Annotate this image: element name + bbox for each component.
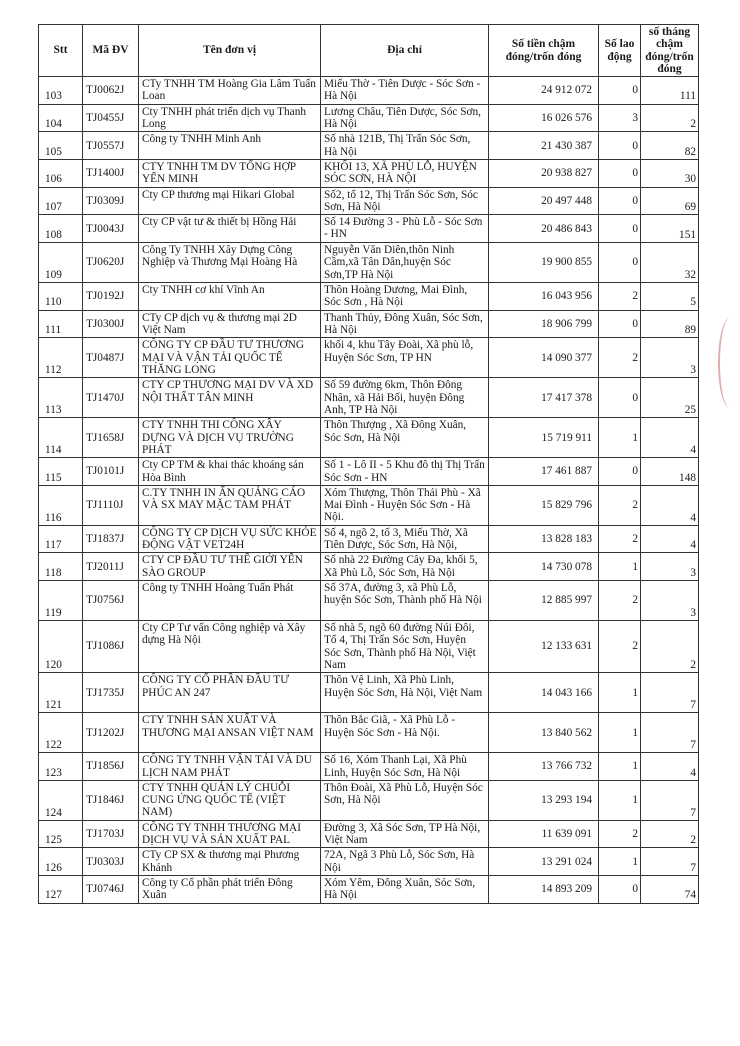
table-row <box>39 310 699 338</box>
row-ma-dv: TJ1837J <box>83 525 139 553</box>
row-so-tien: 13 293 194 <box>489 780 599 820</box>
table-row <box>39 780 699 820</box>
row-so-tien: 15 829 796 <box>489 485 599 525</box>
row-so-thang: 3 <box>641 581 699 621</box>
row-stt: 126 <box>39 848 83 876</box>
row-so-tien: 17 417 378 <box>489 378 599 418</box>
row-stt: 122 <box>39 713 83 753</box>
row-so-tien: 12 885 997 <box>489 581 599 621</box>
row-ma-dv: TJ1658J <box>83 418 139 458</box>
row-ten-don-vi: CÔNG TY CP DỊCH VỤ SỨC KHỎE ĐỘNG VẬT VET24H <box>139 525 321 553</box>
header-ma-dv: Mã ĐV <box>83 25 139 77</box>
row-so-lao-dong: 0 <box>599 159 641 187</box>
row-so-lao-dong: 2 <box>599 820 641 848</box>
row-dia-chi: Số 16, Xóm Thanh Lại, Xã Phù Linh, Huyện Sóc Sơn, Hà Nội <box>321 753 489 781</box>
row-stt: 108 <box>39 215 83 243</box>
header-stt: Stt <box>39 25 83 77</box>
row-so-tien: 13 840 562 <box>489 713 599 753</box>
row-dia-chi: Thôn Thượng , Xã Đông Xuân, Sóc Sơn, Hà Nội <box>321 418 489 458</box>
row-stt: 103 <box>39 77 83 105</box>
row-ma-dv: TJ1856J <box>83 753 139 781</box>
row-dia-chi: Thanh Thủy, Đông Xuân, Sóc Sơn, Hà Nội <box>321 310 489 338</box>
row-stt: 104 <box>39 104 83 132</box>
row-stt: 127 <box>39 875 83 903</box>
row-dia-chi: Xóm Yêm, Đông Xuân, Sóc Sơn, Hà Nội <box>321 875 489 903</box>
table-row <box>39 132 699 160</box>
row-stt: 106 <box>39 159 83 187</box>
row-so-thang: 111 <box>641 77 699 105</box>
row-so-tien: 14 893 209 <box>489 875 599 903</box>
row-ten-don-vi: CTY TNHH SẢN XUẤT VÀ THƯƠNG MẠI ANSAN VIỆT NAM <box>139 713 321 753</box>
row-dia-chi: Số 37A, đường 3, xã Phù Lỗ, huyện Sóc Sơn, Thành phố Hà Nội <box>321 581 489 621</box>
header-dia-chi: Địa chỉ <box>321 25 489 77</box>
row-dia-chi: KHỐI 13, XÃ PHÙ LỖ, HUYỆN SÓC SƠN, HÀ NỘI <box>321 159 489 187</box>
row-ten-don-vi: CTY CP THƯƠNG MẠI DV VÀ XD NỘI THẤT TÂN MINH <box>139 378 321 418</box>
row-so-lao-dong: 1 <box>599 753 641 781</box>
row-ten-don-vi: Cty TNHH cơ khí Vĩnh An <box>139 283 321 311</box>
table-row <box>39 753 699 781</box>
row-stt: 118 <box>39 553 83 581</box>
row-so-lao-dong: 0 <box>599 378 641 418</box>
debt-table <box>38 24 699 904</box>
row-so-lao-dong: 1 <box>599 780 641 820</box>
table-row <box>39 458 699 486</box>
row-so-lao-dong: 0 <box>599 875 641 903</box>
row-ma-dv: TJ2011J <box>83 553 139 581</box>
row-so-tien: 13 291 024 <box>489 848 599 876</box>
row-dia-chi: Số 59 đường 6km, Thôn Đông Nhân, xã Hải Bối, huyện Đông Anh, TP Hà Nội <box>321 378 489 418</box>
row-ten-don-vi: Công ty TNHH Minh Anh <box>139 132 321 160</box>
table-row <box>39 378 699 418</box>
row-ten-don-vi: CTY TNHH QUẢN LÝ CHUỖI CUNG ỨNG QUỐC TẾ (VIỆT NAM) <box>139 780 321 820</box>
row-so-thang: 148 <box>641 458 699 486</box>
row-ma-dv: TJ1703J <box>83 820 139 848</box>
row-ten-don-vi: CTY TNHH TM DV TỔNG HỢP YẾN MINH <box>139 159 321 187</box>
row-ten-don-vi: CTY CP ĐẦU TƯ THẾ GIỚI YẾN SÀO GROUP <box>139 553 321 581</box>
row-so-lao-dong: 1 <box>599 553 641 581</box>
row-so-thang: 2 <box>641 820 699 848</box>
table-row <box>39 159 699 187</box>
row-so-thang: 25 <box>641 378 699 418</box>
row-ma-dv: TJ0101J <box>83 458 139 486</box>
row-so-lao-dong: 1 <box>599 673 641 713</box>
row-ten-don-vi: CTy CP SX & thương mại Phương Khánh <box>139 848 321 876</box>
row-dia-chi: Lương Châu, Tiên Dược, Sóc Sơn, Hà Nội <box>321 104 489 132</box>
row-so-lao-dong: 0 <box>599 310 641 338</box>
row-so-lao-dong: 2 <box>599 338 641 378</box>
table-row <box>39 215 699 243</box>
row-ten-don-vi: CÔNG TY TNHH THƯƠNG MẠI DỊCH VỤ VÀ SẢN XUẤT PAL <box>139 820 321 848</box>
row-ma-dv: TJ1735J <box>83 673 139 713</box>
row-ma-dv: TJ0455J <box>83 104 139 132</box>
row-so-thang: 89 <box>641 310 699 338</box>
row-ma-dv: TJ0557J <box>83 132 139 160</box>
row-so-thang: 4 <box>641 525 699 553</box>
row-so-thang: 3 <box>641 553 699 581</box>
row-dia-chi: Số nhà 22 Đường Cây Đa, khối 5, Xã Phù Lỗ, Sóc Sơn, Hà Nội <box>321 553 489 581</box>
row-so-lao-dong: 3 <box>599 104 641 132</box>
row-so-lao-dong: 0 <box>599 458 641 486</box>
row-ten-don-vi: Cty CP TM & khai thác khoáng sản Hòa Bình <box>139 458 321 486</box>
row-dia-chi: khối 4, khu Tây Đoài, Xã phù lỗ, Huyện Sóc Sơn, TP HN <box>321 338 489 378</box>
row-so-lao-dong: 1 <box>599 713 641 753</box>
row-ten-don-vi: CTY TNHH THI CÔNG XÂY DỰNG VÀ DỊCH VỤ TRƯỜNG PHÁT <box>139 418 321 458</box>
row-dia-chi: Đường 3, Xã Sóc Sơn, TP Hà Nội, Việt Nam <box>321 820 489 848</box>
row-stt: 105 <box>39 132 83 160</box>
row-so-thang: 2 <box>641 621 699 673</box>
row-so-thang: 69 <box>641 187 699 215</box>
row-dia-chi: 72A, Ngã 3 Phù Lỗ, Sóc Sơn, Hà Nội <box>321 848 489 876</box>
table-row <box>39 848 699 876</box>
table-row <box>39 283 699 311</box>
row-stt: 124 <box>39 780 83 820</box>
row-ma-dv: TJ0756J <box>83 581 139 621</box>
row-so-thang: 82 <box>641 132 699 160</box>
row-ten-don-vi: Công ty TNHH Hoàng Tuấn Phát <box>139 581 321 621</box>
row-so-thang: 74 <box>641 875 699 903</box>
row-stt: 107 <box>39 187 83 215</box>
row-so-tien: 14 043 166 <box>489 673 599 713</box>
row-stt: 119 <box>39 581 83 621</box>
row-dia-chi: Số2, tổ 12, Thị Trấn Sóc Sơn, Sóc Sơn, Hà Nội <box>321 187 489 215</box>
row-so-thang: 7 <box>641 673 699 713</box>
row-ten-don-vi: C.TY TNHH IN ẤN QUẢNG CÁO VÀ SX MAY MẶC TAM PHÁT <box>139 485 321 525</box>
table-row <box>39 338 699 378</box>
row-dia-chi: Thôn Đoài, Xã Phù Lỗ, Huyện Sóc Sơn, Hà Nội <box>321 780 489 820</box>
row-stt: 109 <box>39 243 83 283</box>
row-so-lao-dong: 0 <box>599 132 641 160</box>
row-so-tien: 13 766 732 <box>489 753 599 781</box>
table-row <box>39 713 699 753</box>
row-ma-dv: TJ0487J <box>83 338 139 378</box>
row-dia-chi: Số 1 - Lô II - 5 Khu đô thị Thị Trấn Sóc Sơn - HN <box>321 458 489 486</box>
row-ma-dv: TJ0192J <box>83 283 139 311</box>
row-ma-dv: TJ0043J <box>83 215 139 243</box>
table-row <box>39 875 699 903</box>
row-stt: 120 <box>39 621 83 673</box>
row-so-lao-dong: 1 <box>599 418 641 458</box>
table-row <box>39 525 699 553</box>
row-so-thang: 151 <box>641 215 699 243</box>
row-stt: 114 <box>39 418 83 458</box>
row-dia-chi: Số nhà 5, ngõ 60 đường Núi Đôi, Tổ 4, Thị Trấn Sóc Sơn, Huyện Sóc Sơn, Thành phố Hà Nội, Việt Nam <box>321 621 489 673</box>
row-so-lao-dong: 0 <box>599 187 641 215</box>
row-dia-chi: Thôn Vệ Linh, Xã Phù Linh, Huyện Sóc Sơn, Hà Nội, Việt Nam <box>321 673 489 713</box>
row-ten-don-vi: Công Ty TNHH Xây Dựng Công Nghiệp và Thương Mại Hoàng Hà <box>139 243 321 283</box>
row-stt: 115 <box>39 458 83 486</box>
row-so-tien: 11 639 091 <box>489 820 599 848</box>
row-stt: 121 <box>39 673 83 713</box>
row-so-tien: 19 900 855 <box>489 243 599 283</box>
red-stamp-mark <box>718 318 740 408</box>
row-so-lao-dong: 2 <box>599 581 641 621</box>
row-ma-dv: TJ1846J <box>83 780 139 820</box>
row-so-tien: 18 906 799 <box>489 310 599 338</box>
row-ma-dv: TJ0303J <box>83 848 139 876</box>
row-ten-don-vi: CÔNG TY CỔ PHẦN ĐẦU TƯ PHÚC AN 247 <box>139 673 321 713</box>
row-ma-dv: TJ0620J <box>83 243 139 283</box>
row-dia-chi: Miếu Thờ - Tiên Dược - Sóc Sơn - Hà Nội <box>321 77 489 105</box>
row-ma-dv: TJ0746J <box>83 875 139 903</box>
row-so-tien: 15 719 911 <box>489 418 599 458</box>
row-so-tien: 16 043 956 <box>489 283 599 311</box>
row-stt: 117 <box>39 525 83 553</box>
row-so-lao-dong: 0 <box>599 243 641 283</box>
row-stt: 116 <box>39 485 83 525</box>
row-so-tien: 12 133 631 <box>489 621 599 673</box>
row-ten-don-vi: Cty TNHH phát triển dịch vụ Thanh Long <box>139 104 321 132</box>
row-ma-dv: TJ0309J <box>83 187 139 215</box>
row-so-tien: 21 430 387 <box>489 132 599 160</box>
row-dia-chi: Xóm Thượng, Thôn Thái Phù - Xã Mai Đình - Huyện Sóc Sơn - Hà Nội. <box>321 485 489 525</box>
row-so-lao-dong: 2 <box>599 525 641 553</box>
table-row <box>39 820 699 848</box>
row-so-tien: 16 026 576 <box>489 104 599 132</box>
row-so-thang: 4 <box>641 753 699 781</box>
row-ma-dv: TJ0062J <box>83 77 139 105</box>
header-so-lao-dong: Số lao động <box>599 25 641 77</box>
table-row <box>39 581 699 621</box>
row-so-thang: 7 <box>641 780 699 820</box>
row-so-tien: 14 730 078 <box>489 553 599 581</box>
row-dia-chi: Thôn Bắc Giã, - Xã Phù Lỗ - Huyện Sóc Sơn - Hà Nội. <box>321 713 489 753</box>
table-row <box>39 621 699 673</box>
row-so-thang: 5 <box>641 283 699 311</box>
header-row <box>39 25 699 77</box>
table-row <box>39 243 699 283</box>
row-so-thang: 4 <box>641 418 699 458</box>
row-stt: 111 <box>39 310 83 338</box>
row-ten-don-vi: CTy TNHH TM Hoàng Gia Lâm Tuấn Loan <box>139 77 321 105</box>
row-ma-dv: TJ0300J <box>83 310 139 338</box>
row-ten-don-vi: CÔNG TY CP ĐẦU TƯ THƯƠNG MẠI VÀ VẬN TẢI QUỐC TẾ THĂNG LONG <box>139 338 321 378</box>
row-dia-chi: Số 14 Đường 3 - Phù Lỗ - Sóc Sơn - HN <box>321 215 489 243</box>
row-so-tien: 14 090 377 <box>489 338 599 378</box>
row-so-thang: 30 <box>641 159 699 187</box>
table-row <box>39 485 699 525</box>
row-so-tien: 20 938 827 <box>489 159 599 187</box>
row-ten-don-vi: Cty CP Tư vấn Công nghiệp và Xây dựng Hà Nội <box>139 621 321 673</box>
row-so-thang: 3 <box>641 338 699 378</box>
row-stt: 112 <box>39 338 83 378</box>
row-ten-don-vi: Công ty Cổ phần phát triển Đông Xuân <box>139 875 321 903</box>
row-ten-don-vi: Cty CP vật tư & thiết bị Hồng Hải <box>139 215 321 243</box>
row-ma-dv: TJ1470J <box>83 378 139 418</box>
row-stt: 113 <box>39 378 83 418</box>
row-so-thang: 7 <box>641 848 699 876</box>
row-ma-dv: TJ1086J <box>83 621 139 673</box>
row-ma-dv: TJ1202J <box>83 713 139 753</box>
row-ma-dv: TJ1110J <box>83 485 139 525</box>
table-row <box>39 553 699 581</box>
row-so-thang: 2 <box>641 104 699 132</box>
row-dia-chi: Thôn Hoàng Dương, Mai Đình, Sóc Sơn , Hà Nội <box>321 283 489 311</box>
row-ten-don-vi: Cty CP thương mại Hikari Global <box>139 187 321 215</box>
row-ten-don-vi: CÔNG TY TNHH VẬN TẢI VÀ DU LỊCH NAM PHÁT <box>139 753 321 781</box>
row-so-lao-dong: 2 <box>599 621 641 673</box>
row-so-thang: 32 <box>641 243 699 283</box>
row-dia-chi: Số nhà 121B, Thị Trấn Sóc Sơn, Hà Nội <box>321 132 489 160</box>
header-so-tien: Số tiền chậm đóng/trốn đóng <box>489 25 599 77</box>
row-so-tien: 24 912 072 <box>489 77 599 105</box>
header-ten-don-vi: Tên đơn vị <box>139 25 321 77</box>
header-so-thang: số tháng chậm đóng/trốn đóng <box>641 25 699 77</box>
row-so-lao-dong: 2 <box>599 485 641 525</box>
row-dia-chi: Số 4, ngõ 2, tổ 3, Miếu Thờ, Xã Tiên Dược, Sóc Sơn, Hà Nội, <box>321 525 489 553</box>
row-so-tien: 20 486 843 <box>489 215 599 243</box>
row-stt: 125 <box>39 820 83 848</box>
row-stt: 110 <box>39 283 83 311</box>
table-row <box>39 187 699 215</box>
table-row <box>39 673 699 713</box>
table-row <box>39 418 699 458</box>
table-row <box>39 104 699 132</box>
row-so-lao-dong: 1 <box>599 848 641 876</box>
row-ten-don-vi: CTy CP dịch vụ & thương mại 2D Việt Nam <box>139 310 321 338</box>
row-so-lao-dong: 0 <box>599 77 641 105</box>
row-so-thang: 7 <box>641 713 699 753</box>
row-ma-dv: TJ1400J <box>83 159 139 187</box>
row-so-lao-dong: 0 <box>599 215 641 243</box>
row-so-tien: 17 461 887 <box>489 458 599 486</box>
row-so-tien: 20 497 448 <box>489 187 599 215</box>
row-dia-chi: Nguyễn Văn Diên,thôn Ninh Cầm,xã Tân Dân,huyện Sóc Sơn,TP Hà Nội <box>321 243 489 283</box>
row-so-tien: 13 828 183 <box>489 525 599 553</box>
row-so-thang: 4 <box>641 485 699 525</box>
row-so-lao-dong: 2 <box>599 283 641 311</box>
row-stt: 123 <box>39 753 83 781</box>
table-row <box>39 77 699 105</box>
